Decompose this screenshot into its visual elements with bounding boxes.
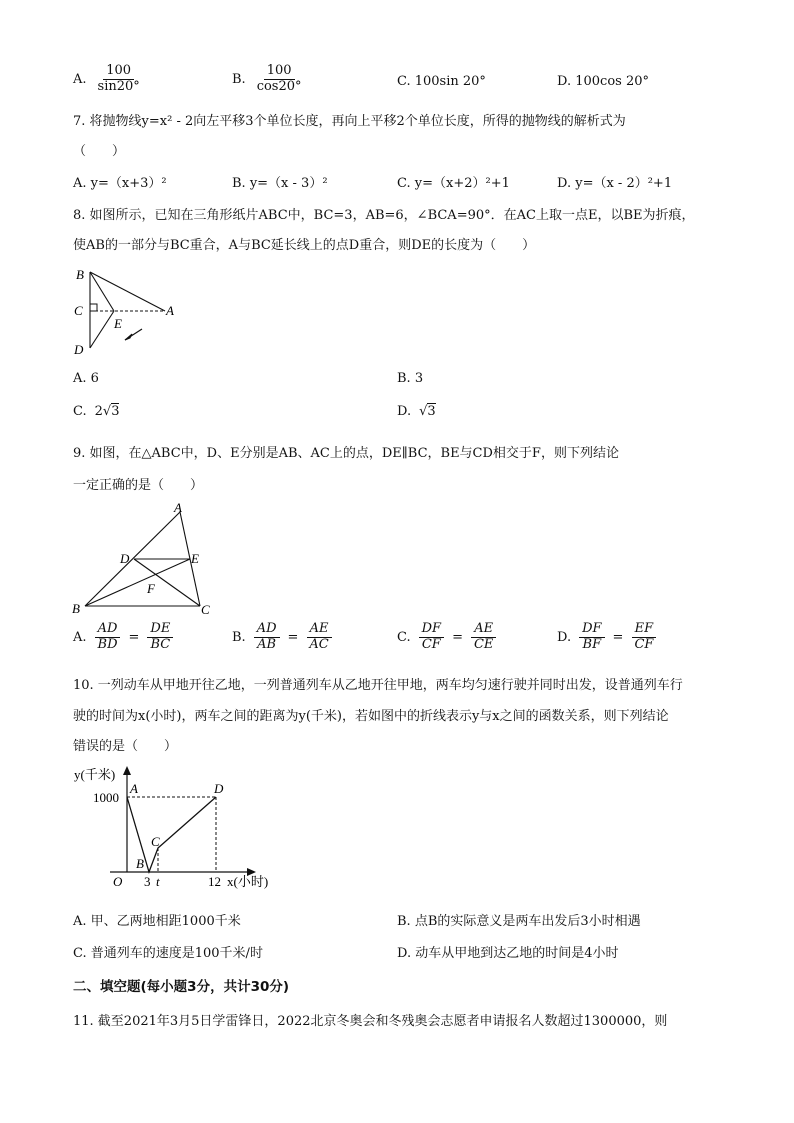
q8-option-b: B. 3 bbox=[397, 371, 424, 386]
q10-line3: 错误的是（ ） bbox=[73, 739, 178, 754]
q9-option-a: A. $\frac{AD}{BD}$ = $\frac{DE}{BC}$ bbox=[73, 622, 173, 653]
q8-line1: 8. 如图所示，已知在三角形纸片ABC中，BC=3，AB=6，∠BCA=90°．在AC上取一点E，以BE为折痕， bbox=[73, 208, 695, 223]
q9-option-c: C. $\frac{DF}{CF}$ = $\frac{AE}{CE}$ bbox=[397, 622, 496, 653]
q9-label-b: B bbox=[72, 601, 80, 616]
q10-line2: 驶的时间为x(小时)，两车之间的距离为y(千米)，若如图中的折线表示y与x之间的函数关系，则下列结论 bbox=[73, 709, 669, 724]
q9-label-c: C bbox=[201, 602, 210, 617]
q6-b-fraction: $\frac{100}{\cos 20^\circ}$ bbox=[256, 63, 302, 94]
q10-figure bbox=[70, 762, 290, 896]
q8-line2: 使AB的一部分与BC重合，A与BC延长线上的点D重合，则DE的长度为（ ） bbox=[73, 238, 536, 253]
q8-option-d: D. √3 bbox=[397, 404, 436, 419]
q9-line1: 9. 如图，在△ABC中，D、E分别是AB、AC上的点，DE∥BC，BE与CD相交于F，则下列结论 bbox=[73, 446, 619, 461]
q8-label-a: A bbox=[166, 303, 174, 318]
q8-figure bbox=[70, 262, 190, 362]
q8-label-c: C bbox=[74, 303, 83, 318]
q10-origin: O bbox=[113, 874, 123, 889]
q10-option-d: D. 动车从甲地到达乙地的时间是4小时 bbox=[397, 946, 619, 961]
q9-label-a: A bbox=[174, 500, 182, 515]
q8-option-c: C. 2√3 bbox=[73, 404, 120, 419]
q9-option-b: B. $\frac{AD}{AB}$ = $\frac{AE}{AC}$ bbox=[232, 622, 332, 653]
radical-icon: √ bbox=[102, 404, 112, 419]
q6-option-c: C. 100sin 20° bbox=[397, 74, 486, 89]
q10-option-a: A. 甲、乙两地相距1000千米 bbox=[73, 914, 241, 929]
q10-label-c: C bbox=[151, 834, 160, 849]
q10-label-d: D bbox=[214, 781, 224, 796]
q10-xt: t bbox=[156, 874, 160, 889]
q10-label-b: B bbox=[136, 856, 144, 871]
q11-line1: 11. 截至2021年3月5日学雷锋日，2022北京冬奥会和冬残奥会志愿者申请报名人数超过1300000，则 bbox=[73, 1014, 668, 1029]
q7-option-d: D. y=（x - 2）²+1 bbox=[557, 176, 673, 191]
section-title: 二、填空题(每小题3分，共计30分) bbox=[73, 979, 290, 995]
q8-option-a: A. 6 bbox=[73, 371, 99, 386]
q9-figure bbox=[70, 500, 220, 620]
q10-y1000: 1000 bbox=[93, 790, 119, 805]
radical-icon: √ bbox=[419, 404, 428, 419]
q9-label-d: D bbox=[120, 551, 130, 566]
q7-stem: 7. 将抛物线y=x² - 2向左平移3个单位长度，再向上平移2个单位长度，所得的抛物线的解析式为 bbox=[73, 114, 626, 129]
q9-label-f: F bbox=[147, 581, 155, 596]
q8-label-e: E bbox=[114, 316, 122, 331]
q9-line2: 一定正确的是（ ） bbox=[73, 478, 204, 493]
q9-label-e: E bbox=[191, 551, 199, 566]
q7-paren: （ ） bbox=[73, 144, 126, 159]
q6-option-d: D. 100cos 20° bbox=[557, 74, 649, 89]
q10-option-c: C. 普通列车的速度是100千米/时 bbox=[73, 946, 263, 961]
q7-option-b: B. y=（x - 3）² bbox=[232, 176, 328, 191]
q10-line1: 10. 一列动车从甲地开往乙地，一列普通列车从乙地开往甲地，两车均匀速行驶并同时出发，设普通列车行 bbox=[73, 678, 683, 693]
q9-option-d: D. $\frac{DF}{BF}$ = $\frac{EF}{CF}$ bbox=[557, 622, 656, 653]
q6-option-b: B. $\frac{100}{\cos 20^\circ}$ bbox=[232, 64, 305, 95]
q8-label-d: D bbox=[74, 342, 84, 357]
q7-option-c: C. y=（x+2）²+1 bbox=[397, 176, 510, 191]
q10-ylabel: y(千米) bbox=[74, 767, 116, 782]
q10-xlabel: x(小时) bbox=[227, 874, 269, 889]
q8-label-b: B bbox=[76, 267, 84, 282]
q7-option-a: A. y=（x+3）² bbox=[73, 176, 167, 191]
q10-option-b: B. 点B的实际意义是两车出发后3小时相遇 bbox=[397, 914, 641, 929]
q6-a-fraction: $\frac{100}{\sin 20^\circ}$ bbox=[97, 63, 140, 94]
q10-label-a: A bbox=[130, 781, 138, 796]
q6-option-a: A. $\frac{100}{\sin 20^\circ}$ bbox=[73, 64, 143, 95]
q10-x12: 12 bbox=[208, 874, 221, 889]
q10-x3: 3 bbox=[144, 874, 151, 889]
